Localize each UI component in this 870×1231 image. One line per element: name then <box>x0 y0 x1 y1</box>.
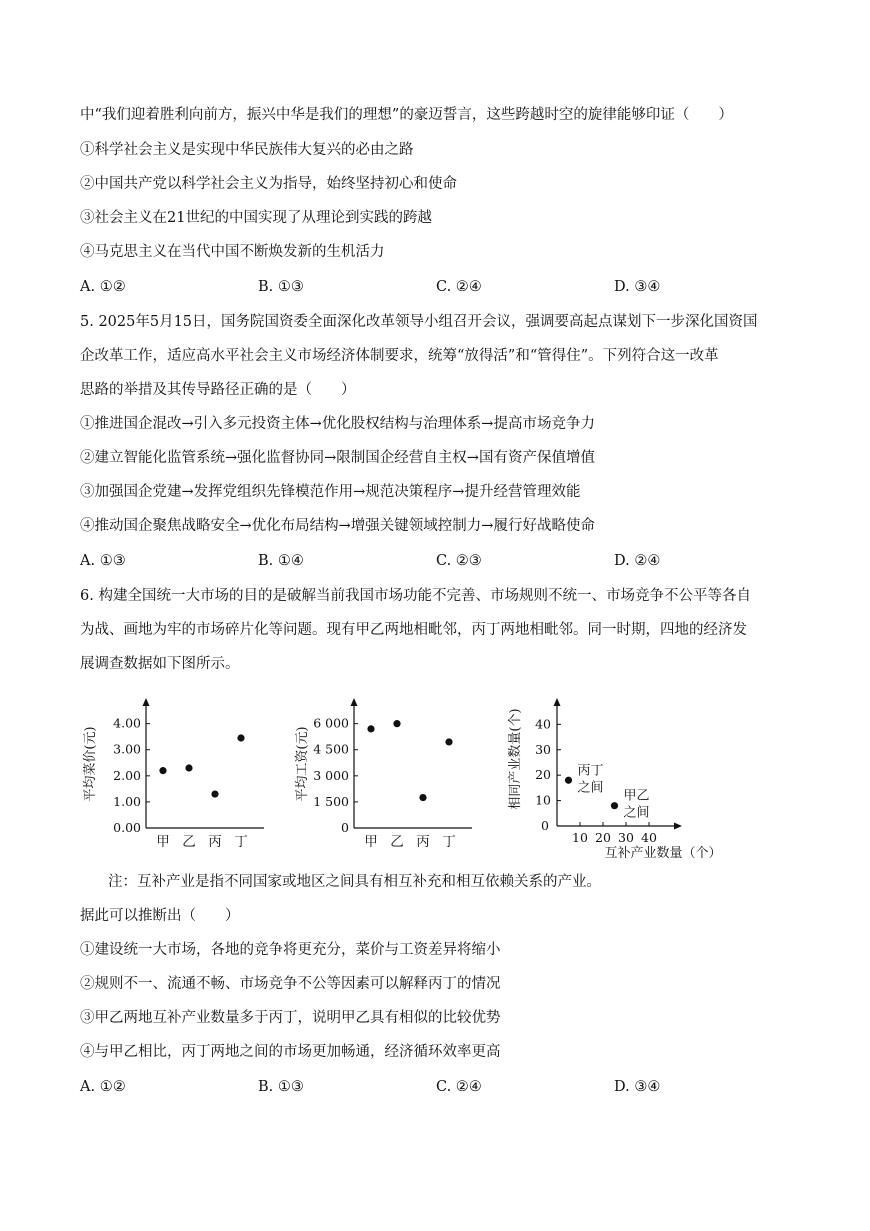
q5-option-b[interactable]: B. ①④ <box>258 553 304 569</box>
veg-x-tick-label: 甲 <box>156 834 170 850</box>
ind-point-label: 之间 <box>623 805 650 821</box>
q6-option-a[interactable]: A. ①② <box>80 1079 126 1095</box>
veg-point-丁 <box>237 734 244 741</box>
veg-point-丙 <box>211 790 218 797</box>
veg-y-tick-label: 3.00 <box>113 741 141 757</box>
q6-option-c[interactable]: C. ②④ <box>436 1079 482 1095</box>
q5-option-c[interactable]: C. ②③ <box>436 553 482 569</box>
q5-stem-line-1: 5. 2025年5月15日，国务院国资委全面深化改革领导小组召开会议，强调要高起点谋划下一步深化国资国 <box>80 314 758 330</box>
ind-point-2 <box>611 802 618 809</box>
chart-average-wage <box>292 688 492 858</box>
veg-point-乙 <box>185 764 192 771</box>
veg-y-tick-label: 1.00 <box>113 793 141 809</box>
q4-item-3: ③社会主义在21世纪的中国实现了从理论到实践的跨越 <box>80 210 432 226</box>
q5-stem-line-2: 企改革工作，适应高水平社会主义市场经济体制要求，统筹“放得活”和“管得住”。下列符合这一改革 <box>80 348 719 364</box>
veg-x-tick-label: 丙 <box>208 834 222 850</box>
veg-x-tick-label: 乙 <box>182 834 196 850</box>
ind-y-tick-label: 40 <box>535 716 551 732</box>
veg-y-label: 平均菜价(元) <box>83 726 98 802</box>
ind-x-tick-label: 10 <box>572 830 588 845</box>
ind-x-tick-label: 40 <box>641 830 657 845</box>
wage-y-arrow <box>351 698 358 706</box>
q6-stem-line-3: 展调查数据如下图所示。 <box>80 656 240 672</box>
ind-y-tick-label: 10 <box>535 792 551 808</box>
ind-y-tick-label: 20 <box>535 767 551 783</box>
ind-x-arrow <box>674 823 682 830</box>
q5-item-2: ②建立智能化监管系统→强化监督协同→限制国企经营自主权→国有资产保值增值 <box>80 450 595 466</box>
veg-y-tick-label: 4.00 <box>113 715 141 731</box>
q5-item-4: ④推动国企聚焦战略安全→优化布局结构→增强关键领域控制力→履行好战略使命 <box>80 518 595 534</box>
ind-x-tick-label: 20 <box>595 830 611 845</box>
q6-item-4: ④与甲乙相比，丙丁两地之间的市场更加畅通，经济循环效率更高 <box>80 1044 501 1060</box>
wage-y-tick-label: 1 500 <box>313 793 349 809</box>
q6-stem-line-2: 为战、画地为牢的市场碎片化等问题。现有甲乙两地相毗邻，丙丁两地相毗邻。同一时期，四地的经济发 <box>80 622 747 638</box>
ind-origin-label: 0 <box>541 818 549 833</box>
wage-y-tick-label: 0 <box>341 820 349 835</box>
veg-point-甲 <box>159 767 166 774</box>
wage-point-甲 <box>367 725 374 732</box>
q5-option-a[interactable]: A. ①③ <box>80 553 126 569</box>
ind-point-label: 之间 <box>577 780 604 796</box>
veg-y-tick-label: 2.00 <box>113 767 141 783</box>
q4-stem: 中“我们迎着胜利向前方，振兴中华是我们的理想”的豪迈誓言，这些跨越时空的旋律能够印证（ ） <box>80 107 733 123</box>
q6-item-2: ②规则不一、流通不畅、市场竞争不公等因素可以解释丙丁的情况 <box>80 976 501 992</box>
q6-stem-line-1: 6. 构建全国统一大市场的目的是破解当前我国市场功能不完善、市场规则不统一、市场竞争不公平等各自 <box>80 588 751 604</box>
ind-point-label: 甲乙 <box>623 788 650 804</box>
ind-y-tick-label: 30 <box>535 741 551 757</box>
wage-y-tick-label: 3 000 <box>313 767 349 783</box>
ind-point-label: 丙丁 <box>577 763 604 779</box>
wage-y-tick-label: 6 000 <box>313 715 349 731</box>
veg-x-tick-label: 丁 <box>234 834 248 850</box>
q4-item-1: ①科学社会主义是实现中华民族伟大复兴的必由之路 <box>80 142 414 158</box>
q6-option-b[interactable]: B. ①③ <box>258 1079 304 1095</box>
chart-industry-count <box>505 680 745 860</box>
wage-point-丙 <box>419 794 426 801</box>
wage-x-tick-label: 乙 <box>390 834 404 850</box>
wage-y-tick-label: 4 500 <box>313 741 349 757</box>
ind-x-tick-label: 30 <box>618 830 634 845</box>
wage-x-tick-label: 丙 <box>416 834 430 850</box>
q4-option-a[interactable]: A. ①② <box>80 279 126 295</box>
veg-y-tick-label: 0.00 <box>113 820 141 835</box>
q5-option-d[interactable]: D. ②④ <box>614 553 661 569</box>
q4-option-c[interactable]: C. ②④ <box>436 279 482 295</box>
q6-note: 注：互补产业是指不同国家或地区之间具有相互补充和相互依赖关系的产业。 <box>108 874 601 890</box>
ind-x-label: 互补产业数量（个） <box>604 846 722 860</box>
q4-item-2: ②中国共产党以科学社会主义为指导，始终坚持初心和使命 <box>80 176 457 192</box>
wage-point-乙 <box>393 720 400 727</box>
q6-prompt: 据此可以推断出（ ） <box>80 908 240 924</box>
wage-x-tick-label: 甲 <box>364 834 378 850</box>
ind-y-label: 相同产业数量(个) <box>508 708 523 810</box>
q5-item-1: ①推进国企混改→引入多元投资主体→优化股权结构与治理体系→提高市场竞争力 <box>80 416 595 432</box>
wage-point-丁 <box>445 738 452 745</box>
q4-option-d[interactable]: D. ③④ <box>614 279 661 295</box>
q6-item-3: ③甲乙两地互补产业数量多于丙丁，说明甲乙具有相似的比较优势 <box>80 1010 501 1026</box>
q6-option-d[interactable]: D. ③④ <box>614 1079 661 1095</box>
veg-y-arrow <box>143 698 150 706</box>
ind-y-arrow <box>554 698 561 706</box>
wage-x-tick-label: 丁 <box>442 834 456 850</box>
ind-point-1 <box>565 777 572 784</box>
q4-option-b[interactable]: B. ①③ <box>258 279 304 295</box>
q6-item-1: ①建设统一大市场，各地的竞争将更充分，菜价与工资差异将缩小 <box>80 942 501 958</box>
chart-vegetable-price <box>80 688 270 858</box>
q5-stem-line-3: 思路的举措及其传导路径正确的是（ ） <box>80 382 356 398</box>
q4-item-4: ④马克思主义在当代中国不断焕发新的生机活力 <box>80 244 385 260</box>
wage-y-label: 平均工资(元) <box>295 726 310 802</box>
q5-item-3: ③加强国企党建→发挥党组织先锋模范作用→规范决策程序→提升经营管理效能 <box>80 484 581 500</box>
